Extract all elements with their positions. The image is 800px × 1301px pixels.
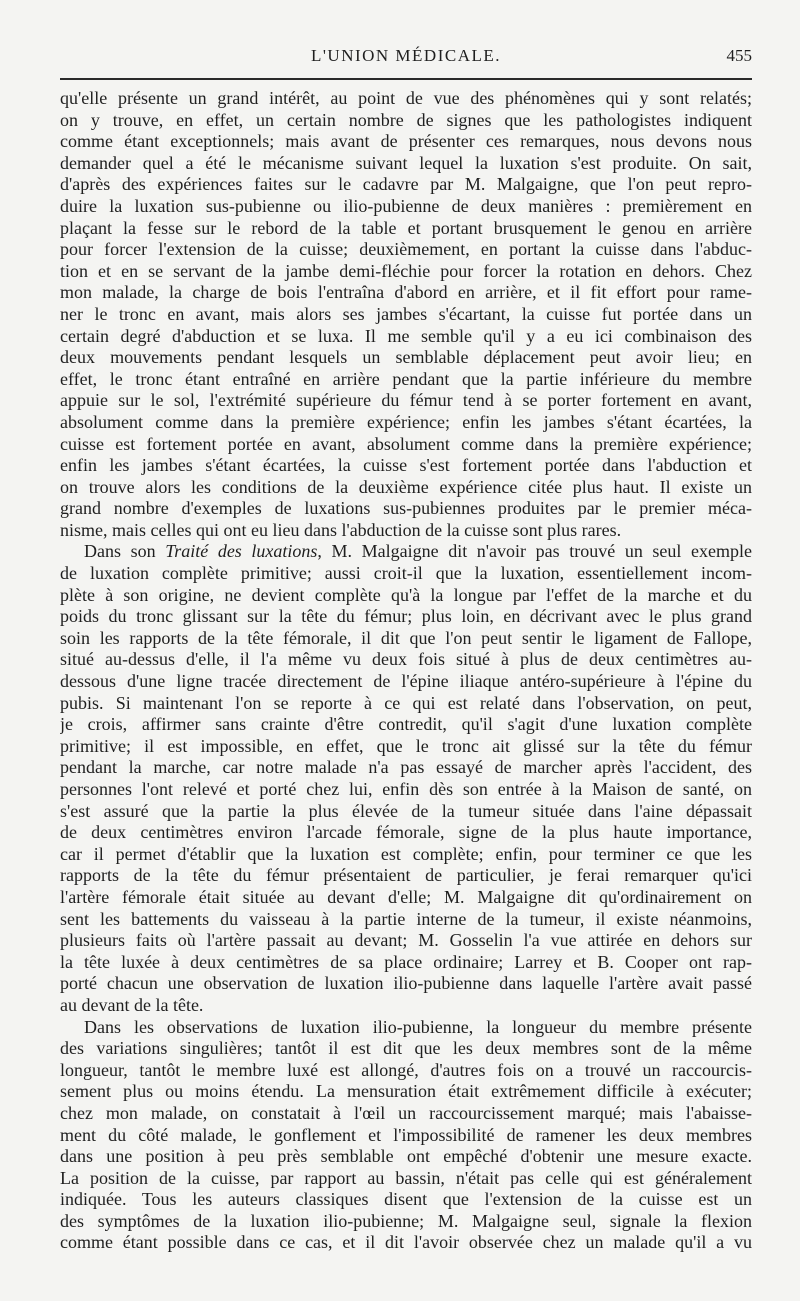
text-line: personnes l'ont relevé et porté chez lui, enfin dès son entrée à la Maison de santé, on: [60, 779, 752, 799]
text-line: qu'elle présente un grand intérêt, au point de vue des phénomènes qui y sont relatés;: [60, 88, 752, 108]
text-line: des symptômes de la luxation ilio-pubienne; M. Malgaigne seul, signale la flexion: [60, 1210, 752, 1231]
text-line: l'artère fémorale était située au devant d'elle; M. Malgaigne dit qu'ordinairement on: [60, 886, 752, 907]
text-line: sent les battements du vaisseau à la partie interne de la tumeur, il existe néanmoins,: [60, 908, 752, 929]
text-line: sement plus ou moins étendu. La mensuration était extrêmement difficile à exécuter;: [60, 1081, 752, 1102]
text-line: primitive; il est impossible, en effet, que le tronc ait glissé sur la tête du fémur: [60, 735, 752, 756]
text-run: , M. Malgaigne dit n'avoir pas trouvé un seul exemple: [317, 541, 752, 562]
text-line: on y trouve, en effet, un certain nombre de signes que les pathologistes indiquent: [60, 109, 752, 130]
text-line: porté chacun une observation de luxation ilio-pubienne dans laquelle l'artère avait passé: [60, 973, 752, 994]
text-line: car il permet d'établir que la luxation est complète; enfin, pour terminer ce que les: [60, 843, 752, 864]
text-line: pendant la marche, car notre malade n'a pas essayé de marcher après l'accident, des: [60, 757, 752, 778]
paragraph-3: [60, 1017, 752, 1255]
text-line: de luxation complète primitive; aussi croit-il que la luxation, essentiellement incom-: [60, 563, 752, 584]
text-line: de deux centimètres environ l'arcade fémorale, signe de la plus haute importance,: [60, 822, 752, 843]
text-line: poids du tronc glissant sur la tête du fémur; plus loin, en décrivant avec le plus grand: [60, 606, 752, 627]
text-line: d'après des expériences faites sur le cadavre par M. Malgaigne, que l'on peut repro-: [60, 174, 752, 195]
text-line: certain degré d'abduction et se luxa. Il me semble qu'il y a eu ici combinaison des: [60, 325, 752, 346]
text-line: je crois, affirmer sans crainte d'être contredit, qu'il s'agit d'une luxation complète: [60, 714, 752, 735]
text-line: La position de la cuisse, par rapport au bassin, n'était pas celle qui est généralement: [60, 1167, 752, 1188]
text-line: enfin les jambes s'étant écartées, la cuisse s'est fortement portée dans l'abduction et: [60, 455, 752, 476]
text-line: mon malade, la charge de bois l'entraîna d'abord en arrière, et il fit effort pour rame-: [60, 282, 752, 303]
body-text: [60, 88, 752, 1288]
text-line: chez mon malade, on constatait à l'œil un raccourcissement marqué; mais l'abaisse-: [60, 1102, 752, 1123]
text-line: grand nombre d'exemples de luxations sus-pubiennes produites par le premier méca-: [60, 498, 752, 519]
text-line: cuisse est fortement portée en avant, absolument comme dans la première expérience;: [60, 433, 752, 454]
book-title: Traité des luxations: [165, 541, 318, 562]
text-line: ner le tronc en avant, mais alors ses jambes s'écartant, la cuisse fut portée dans un: [60, 303, 752, 324]
text-line: soin les rapports de la tête fémorale, il dit que l'on peut sentir le ligament de Fallope,: [60, 627, 752, 648]
text-line: ment du côté malade, le gonflement et l'impossibilité de ramener les deux membres: [60, 1124, 752, 1145]
text-line: des variations singulières; tantôt il est dit que les deux membres sont de la même: [60, 1038, 752, 1059]
text-line: comme étant exceptionnels; mais avant de présenter ces remarques, nous devons nous: [60, 131, 752, 152]
text-line: demander quel a été le mécanisme suivant lequel la luxation s'est produite. On sait,: [60, 152, 752, 173]
text-line: pour forcer l'extension de la cuisse; deuxièmement, en portant la cuisse dans l'abduc-: [60, 239, 752, 260]
text-line: tion et en se servant de la jambe demi-fléchie pour forcer la rotation en dehors. Chez: [60, 260, 752, 281]
text-line: effet, le tronc étant entraîné en arrière pendant que la partie inférieure du membre: [60, 368, 752, 389]
text-line: dans une position à peu près semblable ont empêché d'obtenir une mesure exacte.: [60, 1146, 752, 1167]
text-line: absolument comme dans la première expérience; enfin les jambes s'étant écartées, la: [60, 411, 752, 432]
page-number: 455: [726, 46, 752, 65]
text-line: la tête luxée à deux centimètres de sa place ordinaire; Larrey et B. Cooper ont rap-: [60, 951, 752, 972]
text-line: dessous d'une ligne tracée directement de l'épine iliaque antéro-supérieure à l'épine du: [60, 671, 752, 692]
text-run: Dans son: [84, 541, 166, 562]
text-line: au devant de la tête.: [60, 994, 204, 1015]
page-header: [60, 44, 752, 76]
text-line: [60, 541, 752, 563]
text-line: plète à son origine, ne devient complète qu'à la longue par l'effet de la marche et du: [60, 584, 752, 605]
paragraph-2: [60, 541, 752, 1016]
text-line: situé au-dessus d'elle, il l'a même vu deux fois situé à plus de deux centimètres au-: [60, 649, 752, 670]
text-line: Dans les observations de luxation ilio-pubienne, la longueur du membre présente: [84, 1016, 752, 1037]
text-line: comme étant possible dans ce cas, et il dit l'avoir observée chez un malade qu'il a vu: [60, 1232, 752, 1253]
header-rule: [60, 78, 752, 80]
text-line: indiquée. Tous les auteurs classiques disent que l'extension de la cuisse est un: [60, 1189, 752, 1210]
text-line: plusieurs faits où l'artère passait au devant; M. Gosselin l'a vue attirée en dehors sur: [60, 930, 752, 951]
text-line: nisme, mais celles qui ont eu lieu dans l'abduction de la cuisse sont plus rares.: [60, 519, 622, 540]
text-line: longueur, tantôt le membre luxé est allongé, d'autres fois on a trouvé un raccourcis-: [60, 1059, 752, 1080]
text-line: deux mouvements pendant lesquels un semblable déplacement peut avoir lieu; en: [60, 347, 752, 368]
paragraph-1: [60, 88, 752, 541]
text-line: rapports de la tête du fémur présentaient de particulier, je ferai remarquer qu'ici: [60, 865, 752, 886]
text-line: s'est assuré que la partie la plus élevée de la tumeur située dans l'aine dépassait: [60, 800, 752, 821]
text-line: duire la luxation sus-pubienne ou ilio-pubienne de deux manières : premièrement en: [60, 195, 752, 216]
text-line: pubis. Si maintenant l'on se reporte à ce qui est relaté dans l'observation, on peut,: [60, 692, 752, 713]
text-line: on trouve alors les conditions de la deuxième expérience citée plus haut. Il existe un: [60, 476, 752, 497]
text-line: appuie sur le sol, l'extrémité supérieure du fémur tend à se porter fortement en avant,: [60, 390, 752, 411]
text-line: plaçant la fesse sur le rebord de la table et portant brusquement le genou en arrière: [60, 217, 752, 238]
journal-title: L'UNION MÉDICALE.: [310, 46, 502, 65]
